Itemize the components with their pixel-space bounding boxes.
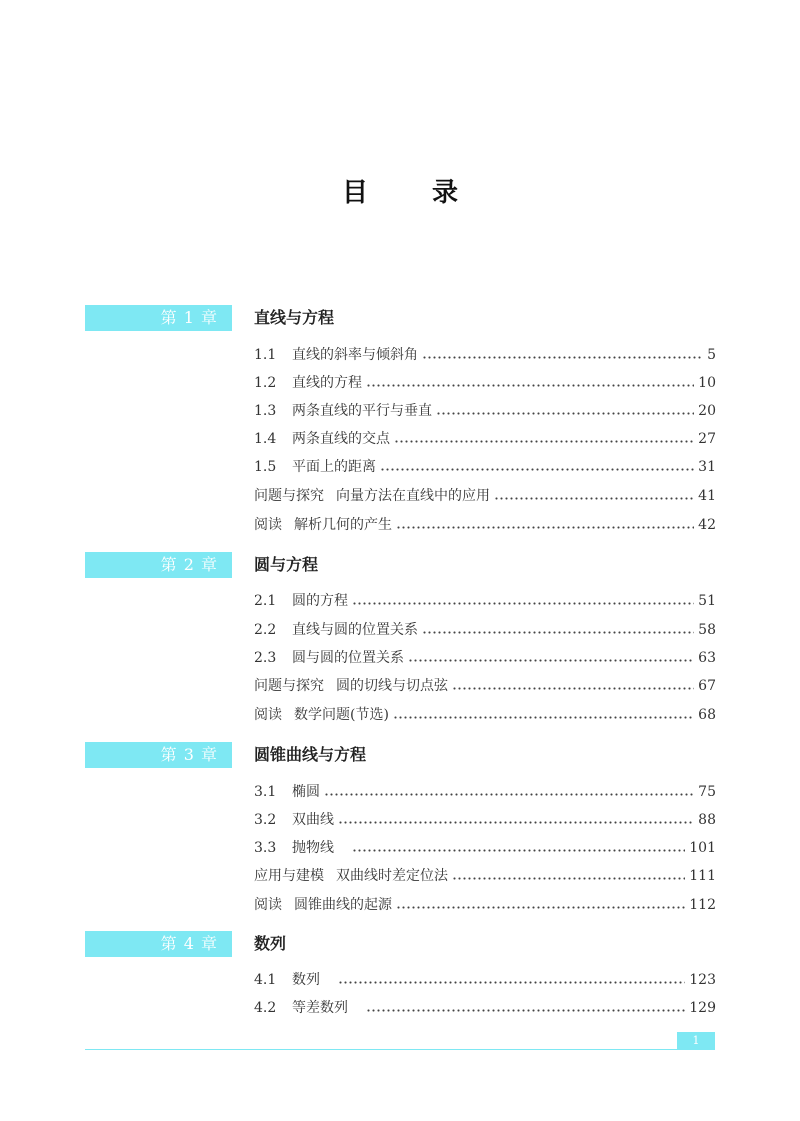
section-title: 两条直线的平行与垂直 xyxy=(292,403,432,419)
section-title: 椭圆 xyxy=(292,784,320,800)
page-number: 20 xyxy=(698,403,716,419)
page-number: 75 xyxy=(698,784,716,800)
toc-entry[interactable] xyxy=(254,838,716,858)
page-number: 42 xyxy=(698,517,716,533)
section-number: 1.4 xyxy=(254,431,277,447)
section-number: 1.1 xyxy=(254,347,277,363)
dot-leader xyxy=(396,906,685,909)
page-number: 58 xyxy=(698,622,716,638)
chapter-title-4: 数列 xyxy=(254,934,287,953)
dot-leader xyxy=(408,659,694,662)
toc-entry[interactable] xyxy=(254,620,716,640)
dot-leader xyxy=(396,526,694,529)
chapter-badge-3: 第 3 章 xyxy=(85,742,232,768)
toc-entry[interactable] xyxy=(254,705,716,725)
page-title xyxy=(0,172,800,209)
dot-leader xyxy=(380,468,694,471)
toc-entry[interactable] xyxy=(254,895,716,915)
dot-leader xyxy=(338,821,694,824)
chapter-badge-4: 第 4 章 xyxy=(85,931,232,957)
section-title: 直线的方程 xyxy=(292,375,362,391)
section-title: 圆的切线与切点弦 xyxy=(336,678,448,694)
page-number: 10 xyxy=(698,375,716,391)
dot-leader xyxy=(352,849,685,852)
footer-page-number: 1 xyxy=(677,1032,715,1049)
section-number: 2.2 xyxy=(254,622,277,638)
section-title: 数列 xyxy=(292,972,320,988)
page-number: 5 xyxy=(707,347,716,363)
toc-entry[interactable] xyxy=(254,486,716,506)
section-number: 2.3 xyxy=(254,650,277,666)
section-title: 直线与圆的位置关系 xyxy=(292,622,418,638)
footer-rule xyxy=(85,1049,715,1050)
entry-kind: 阅读 xyxy=(254,707,282,723)
page-number: 63 xyxy=(698,650,716,666)
section-number: 4.1 xyxy=(254,972,277,988)
section-number: 2.1 xyxy=(254,593,277,609)
section-number: 3.3 xyxy=(254,840,277,856)
page-number: 101 xyxy=(689,840,716,856)
section-title: 圆锥曲线的起源 xyxy=(294,897,392,913)
page-number: 129 xyxy=(689,1000,716,1016)
page-number: 27 xyxy=(698,431,716,447)
section-title: 数学问题(节选) xyxy=(294,707,389,723)
page-number: 112 xyxy=(689,897,716,913)
page-number: 51 xyxy=(698,593,716,609)
dot-leader xyxy=(393,716,694,719)
chapter-title-3: 圆锥曲线与方程 xyxy=(254,745,367,764)
toc-entry[interactable] xyxy=(254,866,716,886)
toc-entry[interactable] xyxy=(254,970,716,990)
page-number: 123 xyxy=(689,972,716,988)
toc-entry[interactable] xyxy=(254,591,716,611)
dot-leader xyxy=(422,356,703,359)
dot-leader xyxy=(452,877,685,880)
toc-entry[interactable] xyxy=(254,373,716,393)
dot-leader xyxy=(366,1009,685,1012)
dot-leader xyxy=(324,793,694,796)
section-number: 3.1 xyxy=(254,784,277,800)
toc-entry[interactable] xyxy=(254,782,716,802)
dot-leader xyxy=(494,497,694,500)
toc-entry[interactable] xyxy=(254,810,716,830)
chapter-badge-2: 第 2 章 xyxy=(85,552,232,578)
section-title: 解析几何的产生 xyxy=(294,517,392,533)
section-number: 1.5 xyxy=(254,459,277,475)
chapter-title-2: 圆与方程 xyxy=(254,555,319,574)
section-title: 双曲线时差定位法 xyxy=(336,868,448,884)
section-title: 等差数列 xyxy=(292,1000,348,1016)
section-number: 3.2 xyxy=(254,812,277,828)
section-number: 1.2 xyxy=(254,375,277,391)
toc-entry[interactable] xyxy=(254,457,716,477)
page-title-char-1: 目 xyxy=(341,178,368,208)
dot-leader xyxy=(338,981,685,984)
section-title: 向量方法在直线中的应用 xyxy=(336,488,490,504)
section-number: 1.3 xyxy=(254,403,277,419)
page-number: 31 xyxy=(698,459,716,475)
section-title: 圆的方程 xyxy=(292,593,348,609)
page-number: 68 xyxy=(698,707,716,723)
chapter-badge-1: 第 1 章 xyxy=(85,305,232,331)
page-title-char-2: 录 xyxy=(432,178,459,208)
toc-entry[interactable] xyxy=(254,429,716,449)
section-title: 平面上的距离 xyxy=(292,459,376,475)
dot-leader xyxy=(436,412,694,415)
dot-leader xyxy=(452,687,694,690)
section-title: 抛物线 xyxy=(292,840,334,856)
section-title: 两条直线的交点 xyxy=(292,431,390,447)
toc-entry[interactable] xyxy=(254,401,716,421)
dot-leader xyxy=(422,631,694,634)
section-title: 双曲线 xyxy=(292,812,334,828)
chapter-title-1: 直线与方程 xyxy=(254,308,335,327)
toc-entry[interactable] xyxy=(254,515,716,535)
section-number: 4.2 xyxy=(254,1000,277,1016)
section-title: 圆与圆的位置关系 xyxy=(292,650,404,666)
entry-kind: 阅读 xyxy=(254,897,282,913)
dot-leader xyxy=(352,602,694,605)
page-number: 88 xyxy=(698,812,716,828)
entry-kind: 应用与建模 xyxy=(254,868,324,884)
entry-kind: 问题与探究 xyxy=(254,678,324,694)
entry-kind: 阅读 xyxy=(254,517,282,533)
entry-kind: 问题与探究 xyxy=(254,488,324,504)
page-number: 67 xyxy=(698,678,716,694)
section-title: 直线的斜率与倾斜角 xyxy=(292,347,418,363)
dot-leader xyxy=(366,384,694,387)
page-number: 41 xyxy=(698,488,716,504)
page-number: 111 xyxy=(689,868,716,884)
toc-entry[interactable] xyxy=(254,648,716,668)
toc-entry[interactable] xyxy=(254,676,716,696)
toc-entry[interactable] xyxy=(254,345,716,365)
toc-entry[interactable] xyxy=(254,998,716,1018)
dot-leader xyxy=(394,440,694,443)
